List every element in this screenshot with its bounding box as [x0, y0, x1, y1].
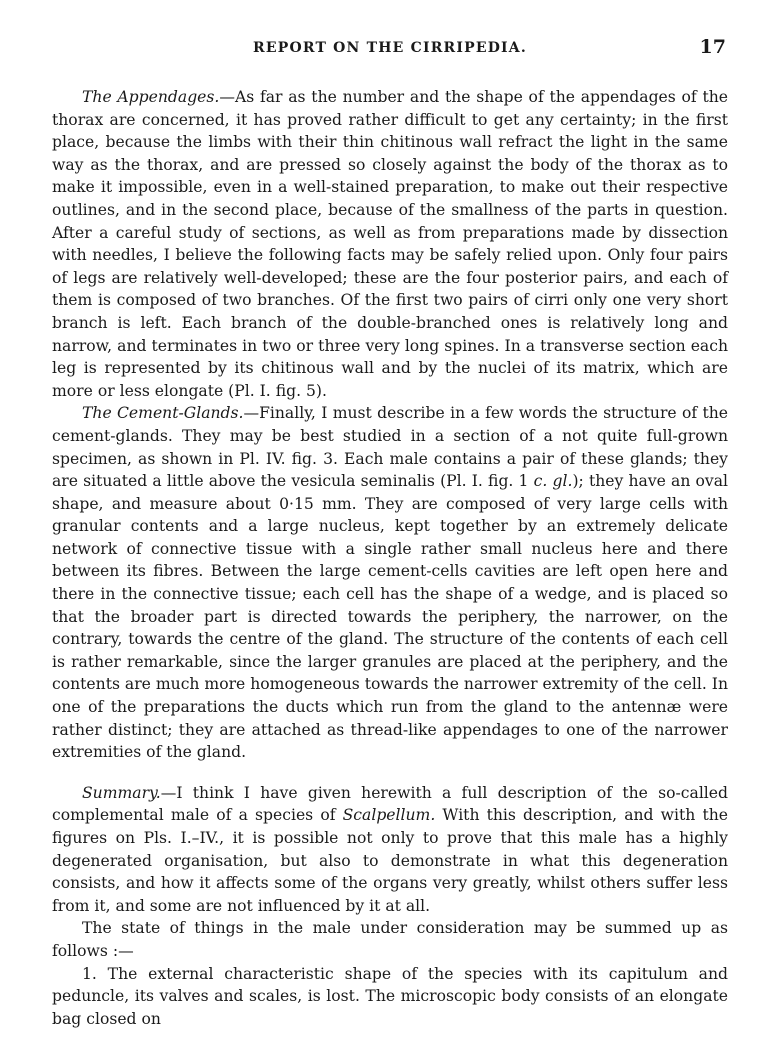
paragraph-point-1: 1. The external characteristic shape of the species with its capitulum and peduncle, its valves and scales, is lost. The microscopic body consists of an elongate bag closed on: [52, 964, 728, 1028]
paragraph-cement-glands: [52, 402, 728, 764]
paragraph-appendages: [52, 86, 728, 402]
running-title: REPORT ON THE CIRRIPEDIA.: [253, 40, 527, 56]
summary-text-part-1: —I think I have given herewith a full description of the so-called complemental male of a species of: [52, 783, 728, 825]
paragraph-summary: [52, 782, 728, 918]
figure-reference: c. gl.: [533, 472, 573, 491]
body-text: [52, 86, 728, 1030]
page-number: 17: [699, 36, 726, 58]
cement-text-part-2: ); they have an oval shape, and measure about 0·15 mm. They are composed of very large cells with granular contents and a large nucleus, kept together by an extremely delicate network of connective tissue with a single rather small nucleus here and there between its fibres. Between the large cement-cells cavities are left open here and there in the connective tissue; each cell has the shape of a wedge, and is placed so that the broader part is directed towards the periphery, the narrower, on the contrary, towards the centre of the gland. The structure of the contents of each cell is rather remarkable, since the larger granules are placed at the periphery, and the contents are much more homogeneous towards the narrower extremity of the cell. In one of the preparations the ducts which run from the gland to the antennæ were rather distinct; they are attached as thread-like appendages to one of the narrower extremities of the gland.: [52, 472, 729, 762]
page-header: [52, 36, 728, 68]
section-heading-summary: Summary.: [82, 783, 161, 802]
genus-name: Scalpellum.: [342, 806, 436, 825]
section-heading-cement-glands: The Cement-Glands.: [82, 404, 244, 423]
paragraph-state-of-things: The state of things in the male under consideration may be summed up as follows :—: [52, 919, 728, 960]
cement-text-part-1: —Finally, I must describe in a few words the structure of the cement-glands. They may be best studied in a section of a not quite full-grown specimen, as shown in Pl. IV. fig. 3. Each male contains a pair of these glands; they are situated a little above the vesicula seminalis (Pl. I. fig. 1: [52, 404, 728, 491]
section-heading-appendages: The Appendages.: [82, 88, 220, 106]
summary-text-part-2: With this description, and with the figures on Pls. I.–IV., it is possible not only to prove that this male has a highly degenerated organisation, but also to demonstrate in what this degeneration consists, and how it affects some of the organs very greatly, whilst others suffer less from it, and some are not influenced by it at all.: [52, 806, 728, 915]
appendages-text: —As far as the number and the shape of the appendages of the thorax are concerned, it has proved rather difficult to get any certainty; in the first place, because the limbs with their thin chitinous wall refract the light in the same way as the thorax, and are pressed so closely against the body of the thorax as to make it impossible, even in a well-stained preparation, to make out their respective outlines, and in the second place, because of the smallness of the parts in question. After a careful study of sections, as well as from preparations made by dissection with needles, I believe the following facts may be safely relied upon. Only four pairs of legs are relatively well-developed; these are the four posterior pairs, and each of them is composed of two branches. Of the first two pairs of cirri only one very short branch is left. Each branch of the double-branched ones is relatively long and narrow, and terminates in two or three very long spines. In a transverse section each leg is represented by its chitinous wall and by the nuclei of its matrix, which are more or less elongate (Pl. I. fig. 5).: [52, 88, 728, 400]
